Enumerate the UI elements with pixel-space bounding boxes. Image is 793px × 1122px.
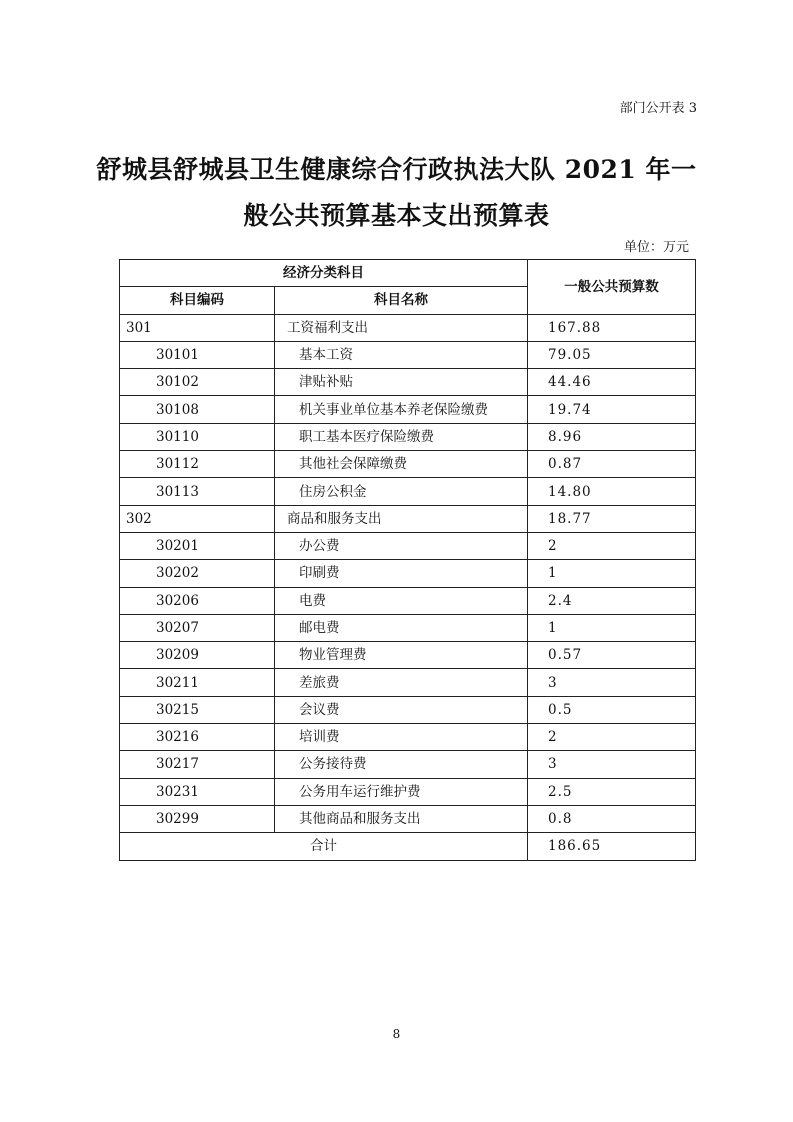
subject-code: 30108: [120, 396, 275, 423]
subject-name: 办公费: [275, 532, 528, 559]
subject-name: 电费: [275, 587, 528, 614]
budget-value: 3: [528, 751, 696, 778]
header-subject-code: 科目编码: [120, 287, 275, 314]
table-row: [120, 423, 696, 450]
table-row: [120, 696, 696, 723]
budget-value: 44.46: [528, 369, 696, 396]
budget-value: 2.4: [528, 587, 696, 614]
subject-name: 住房公积金: [275, 478, 528, 505]
table-row: [120, 478, 696, 505]
budget-value: 1: [528, 614, 696, 641]
budget-value: 19.74: [528, 396, 696, 423]
budget-value: 2.5: [528, 778, 696, 805]
subject-code: 30102: [120, 369, 275, 396]
subject-name: 商品和服务支出: [275, 505, 528, 532]
header-subject-name: 科目名称: [275, 287, 528, 314]
table-row: [120, 751, 696, 778]
subject-name: 公务用车运行维护费: [275, 778, 528, 805]
table-row: [120, 314, 696, 341]
budget-value: 167.88: [528, 314, 696, 341]
subject-code: 30201: [120, 532, 275, 559]
page-number: 8: [392, 1027, 401, 1041]
budget-table: [119, 259, 696, 861]
subject-code: 302: [120, 505, 275, 532]
subject-name: 印刷费: [275, 560, 528, 587]
budget-value: 2: [528, 532, 696, 559]
table-row: [120, 369, 696, 396]
budget-value: 18.77: [528, 505, 696, 532]
subject-code: 30211: [120, 669, 275, 696]
budget-value: 0.87: [528, 451, 696, 478]
subject-name: 其他商品和服务支出: [275, 805, 528, 832]
subject-name: 差旅费: [275, 669, 528, 696]
table-row: [120, 560, 696, 587]
total-value: 186.65: [528, 833, 696, 860]
subject-code: 30113: [120, 478, 275, 505]
subject-code: 30202: [120, 560, 275, 587]
budget-value: 3: [528, 669, 696, 696]
table-row: [120, 451, 696, 478]
subject-code: 30112: [120, 451, 275, 478]
header-general-budget: 一般公共预算数: [528, 260, 696, 315]
budget-value: 1: [528, 560, 696, 587]
table-row: [120, 778, 696, 805]
total-label: 合计: [120, 833, 528, 860]
table-row: [120, 614, 696, 641]
table-row: [120, 587, 696, 614]
subject-code: 30216: [120, 724, 275, 751]
subject-name: 津贴补贴: [275, 369, 528, 396]
subject-name: 会议费: [275, 696, 528, 723]
table-row: [120, 805, 696, 832]
subject-code: 30215: [120, 696, 275, 723]
subject-code: 30101: [120, 341, 275, 368]
subject-name: 基本工资: [275, 341, 528, 368]
subject-name: 培训费: [275, 724, 528, 751]
page-title-line-1: 舒城县舒城县卫生健康综合行政执法大队 2021 年一: [96, 155, 697, 184]
budget-value: 2: [528, 724, 696, 751]
subject-name: 公务接待费: [275, 751, 528, 778]
budget-value: 79.05: [528, 341, 696, 368]
document-tag: 部门公开表 3: [619, 101, 697, 116]
subject-code: 301: [120, 314, 275, 341]
table-row: [120, 532, 696, 559]
subject-code: 30231: [120, 778, 275, 805]
subject-code: 30299: [120, 805, 275, 832]
subject-code: 30217: [120, 751, 275, 778]
budget-value: 8.96: [528, 423, 696, 450]
subject-name: 物业管理费: [275, 642, 528, 669]
subject-name: 工资福利支出: [275, 314, 528, 341]
subject-name: 邮电费: [275, 614, 528, 641]
table-row: [120, 642, 696, 669]
table-row: [120, 724, 696, 751]
budget-value: 0.8: [528, 805, 696, 832]
subject-name: 职工基本医疗保险缴费: [275, 423, 528, 450]
budget-value: 0.5: [528, 696, 696, 723]
page-title-line-2: 般公共预算基本支出预算表: [243, 201, 550, 230]
subject-code: 30209: [120, 642, 275, 669]
table-row: [120, 505, 696, 532]
unit-label: 单位：万元: [623, 240, 689, 255]
table-row: [120, 396, 696, 423]
table-row: [120, 669, 696, 696]
subject-code: 30207: [120, 614, 275, 641]
subject-code: 30206: [120, 587, 275, 614]
subject-name: 其他社会保障缴费: [275, 451, 528, 478]
table-row: [120, 341, 696, 368]
total-row: [120, 833, 696, 860]
budget-value: 14.80: [528, 478, 696, 505]
subject-name: 机关事业单位基本养老保险缴费: [275, 396, 528, 423]
header-economic-category: 经济分类科目: [120, 260, 528, 287]
subject-code: 30110: [120, 423, 275, 450]
budget-value: 0.57: [528, 642, 696, 669]
